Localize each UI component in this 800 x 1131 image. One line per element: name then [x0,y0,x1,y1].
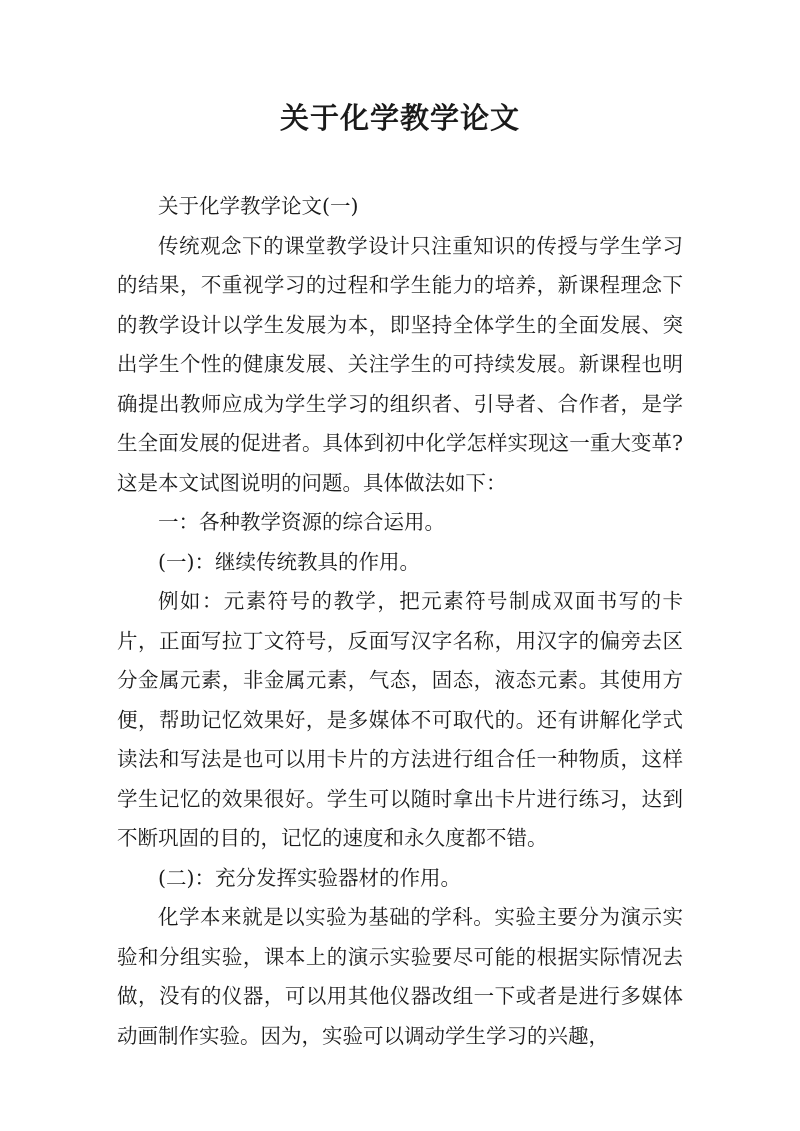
paragraph-experiment: 化学本来就是以实验为基础的学科。实验主要分为演示实验和分组实验，课本上的演示实验要尽可能的根据实际情况去做，没有的仪器，可以用其他仪器改组一下或者是进行多媒体动画制作实验。因为，实验可以调动学生学习的兴趣， [117,905,683,1048]
paragraph-subtitle: 关于化学教学论文(一) [158,194,359,218]
document-title: 关于化学教学论文 [279,101,520,135]
paragraph-example: 例如：元素符号的教学，把元素符号制成双面书写的卡片，正面写拉丁文符号，反面写汉字名称，用汉字的偏旁去区分金属元素，非金属元素，气态，固态，液态元素。其使用方便，帮助记忆效果好，是多媒体不可取代的。还有讲解化学式读法和写法是也可以用卡片的方法进行组合任一种物质，这样学生记忆的效果很好。学生可以随时拿出卡片进行练习，达到不断巩固的目的，记忆的速度和永久度都不错。 [117,589,683,850]
document-body [117,187,683,1056]
subsection-heading-2: (二)：充分发挥实验器材的作用。 [158,865,461,890]
paragraph-intro: 传统观念下的课堂教学设计只注重知识的传授与学生学习的结果，不重视学习的过程和学生能力的培养，新课程理念下的教学设计以学生发展为本，即坚持全体学生的全面发展、突出学生个性的健康发展、关注学生的可持续发展。新课程也明确提出教师应成为学生学习的组织者、引导者、合作者，是学生全面发展的促进者。具体到初中化学怎样实现这一重大变革?这是本文试图说明的问题。具体做法如下： [117,233,683,495]
section-heading-1: 一：各种教学资源的综合运用。 [158,510,445,534]
subsection-heading-1: (一)：继续传统教具的作用。 [158,549,420,574]
